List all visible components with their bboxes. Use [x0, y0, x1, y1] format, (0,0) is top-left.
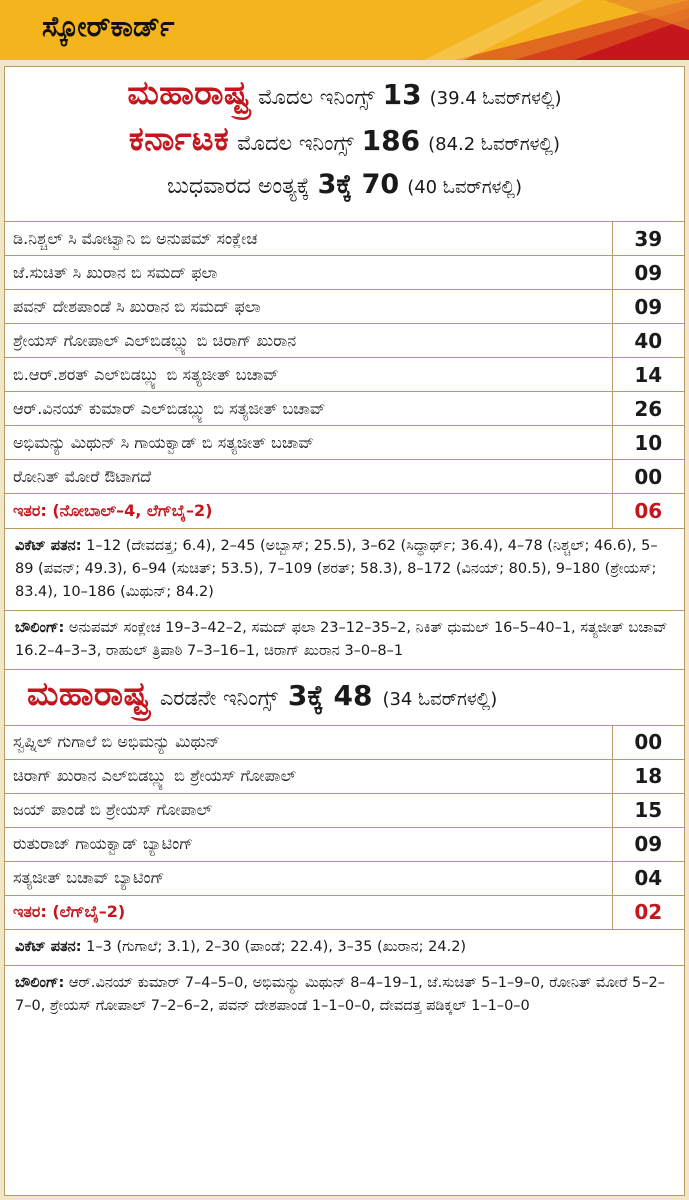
team-score: 186 — [361, 124, 421, 157]
second-innings-summary — [5, 669, 684, 725]
team-name: ಮಹಾರಾಷ್ಟ್ರ — [27, 673, 150, 713]
table-row — [5, 324, 684, 358]
first-innings-summary — [5, 67, 684, 221]
runs-cell: 09 — [612, 290, 684, 324]
bowling-label: ಬೌಲಿಂಗ್: — [15, 975, 65, 991]
table-row — [5, 460, 684, 494]
table-row — [5, 222, 684, 256]
team-name: ಮಹಾರಾಷ್ಟ್ರ — [127, 73, 251, 112]
runs-cell: 40 — [612, 324, 684, 358]
batsman-cell: ಸತ್ಯಜೀತ್ ಬಚಾವ್ ಬ್ಯಾಟಿಂಗ್ — [5, 861, 612, 895]
table-row — [5, 861, 684, 895]
extras-row — [5, 494, 684, 528]
header-bar — [0, 0, 689, 60]
runs-cell: 15 — [612, 793, 684, 827]
runs-cell: 00 — [612, 460, 684, 494]
table-row — [5, 290, 684, 324]
team-score: 3ಕ್ಕೆ 48 — [287, 678, 373, 712]
extras-label: ಇತರ: (ಲೆಗ್‌ಬೈ–2) — [5, 895, 612, 929]
batsman-cell: ಜೆ.ಸುಚಿತ್ ಸಿ ಖುರಾನ ಬಿ ಸಮದ್ ಫಲಾ — [5, 256, 612, 290]
runs-cell: 26 — [612, 392, 684, 426]
innings-label: ಮೊದಲ ಇನಿಂಗ್ಸ್ — [258, 85, 375, 109]
maharashtra-batting-table — [5, 725, 684, 930]
extras-label: ಇತರ: (ನೋಬಾಲ್–4, ಲೆಗ್‌ಬೈ–2) — [5, 494, 612, 528]
end-of-day-label: ಬುಧವಾರದ ಅಂತ್ಯಕ್ಕೆ — [166, 174, 310, 199]
summary-line-karnataka — [5, 119, 684, 165]
karnataka-batting-table — [5, 221, 684, 528]
end-of-day-overs: (40 ಓವರ್‌ಗಳಲ್ಲಿ) — [407, 177, 522, 198]
team-overs: (84.2 ಓವರ್‌ಗಳಲ್ಲಿ) — [428, 134, 561, 155]
batsman-cell: ಪವನ್ ದೇಶಪಾಂಡೆ ಸಿ ಖುರಾನ ಬಿ ಸಮದ್ ಫಲಾ — [5, 290, 612, 324]
karnataka-fall-of-wickets — [5, 528, 684, 610]
extras-runs: 06 — [612, 494, 684, 528]
table-row — [5, 256, 684, 290]
runs-cell: 10 — [612, 426, 684, 460]
extras-runs: 02 — [612, 895, 684, 929]
header-title: ಸ್ಕೋರ್‌ಕಾರ್ಡ್ — [42, 10, 175, 43]
maharashtra-bowling — [5, 610, 684, 669]
extras-row — [5, 895, 684, 929]
fow-label: ವಿಕೆಟ್ ಪತನ: — [15, 537, 82, 554]
runs-cell: 00 — [612, 725, 684, 759]
fow-text: 1–3 (ಗುಗಾಲೆ; 3.1), 2–30 (ಪಾಂಡೆ; 22.4), 3–35 (ಖುರಾನ; 24.2) — [86, 939, 467, 955]
innings-label: ಮೊದಲ ಇನಿಂಗ್ಸ್ — [237, 131, 354, 155]
batsman-cell: ರೋನಿತ್ ಮೋರೆ ಔಟಾಗದೆ — [5, 460, 612, 494]
fow-text: 1–12 (ದೇವದತ್ತ; 6.4), 2–45 (ಅಬ್ಬಾಸ್; 25.5), 3–62 (ಸಿದ್ಧಾರ್ಥ್; 36.4), 4–78 (ನಿಶ್ಚಲ್; 46.6), 5–89 (ಪವನ್; 49.3), 6–94 (ಸುಚಿತ್; 53.5), 7–109 (ಶರತ್; 58.3), 8–172 (ವಿನಯ್; 80.5), 9–180 (ಶ್ರೇಯಸ್; 83.4), 10–186 (ಮಿಥುನ್; 84.2) — [15, 537, 658, 600]
team-name: ಕರ್ನಾಟಕ — [128, 119, 230, 158]
end-of-day-line — [5, 165, 684, 221]
batsman-cell: ಶ್ರೇಯಸ್ ಗೋಪಾಲ್ ಎಲ್‌ಬಿಡಬ್ಲ್ಯು ಬಿ ಚಿರಾಗ್ ಖುರಾನ — [5, 324, 612, 358]
table-row — [5, 793, 684, 827]
table-row — [5, 358, 684, 392]
runs-cell: 39 — [612, 222, 684, 256]
batsman-cell: ರುತುರಾಜ್ ಗಾಯಕ್ವಾಡ್ ಬ್ಯಾಟಿಂಗ್ — [5, 827, 612, 861]
table-row — [5, 725, 684, 759]
bowling-label: ಬೌಲಿಂಗ್: — [15, 619, 65, 636]
batsman-cell: ಜಯ್ ಪಾಂಡೆ ಬಿ ಶ್ರೇಯಸ್ ಗೋಪಾಲ್ — [5, 793, 612, 827]
table-row — [5, 759, 684, 793]
scorecard-panel — [4, 66, 685, 1196]
runs-cell: 14 — [612, 358, 684, 392]
header-decoration — [424, 0, 689, 60]
karnataka-bowling — [5, 965, 684, 1024]
batsman-cell: ಸ್ವಪ್ನಿಲ್ ಗುಗಾಲೆ ಬಿ ಅಭಿಮನ್ಯು ಮಿಥುನ್ — [5, 725, 612, 759]
team-score: 13 — [382, 78, 422, 111]
end-of-day-score: 3ಕ್ಕೆ 70 — [317, 169, 400, 200]
maharashtra-fall-of-wickets — [5, 929, 684, 965]
team-overs: (34 ಓವರ್‌ಗಳಲ್ಲಿ) — [382, 688, 498, 710]
runs-cell: 18 — [612, 759, 684, 793]
batsman-cell: ಅಭಿಮನ್ಯು ಮಿಥುನ್ ಸಿ ಗಾಯಕ್ವಾಡ್ ಬಿ ಸತ್ಯಜೀತ್ ಬಚಾವ್ — [5, 426, 612, 460]
bowling-text: ಅನುಪಮ್ ಸಂಕ್ಲೇಚ 19–3–42–2, ಸಮದ್ ಫಲಾ 23–12–35–2, ನಿಕಿತ್ ಧುಮಲ್ 16–5–40–1, ಸತ್ಯಜೀತ್ ಬಚಾವ್ 16.2–4–3–3, ರಾಹುಲ್ ತ್ರಿಪಾಠಿ 7–3–16–1, ಚಿರಾಗ್ ಖುರಾನ 3–0–8–1 — [15, 619, 668, 659]
batsman-cell: ಚಿರಾಗ್ ಖುರಾನ ಎಲ್‌ಬಿಡಬ್ಲ್ಯು ಬಿ ಶ್ರೇಯಸ್ ಗೋಪಾಲ್ — [5, 759, 612, 793]
runs-cell: 09 — [612, 827, 684, 861]
runs-cell: 09 — [612, 256, 684, 290]
bowling-text: ಆರ್.ವಿನಯ್ ಕುಮಾರ್ 7–4–5–0, ಅಭಿಮನ್ಯು ಮಿಥುನ್ 8–4–19–1, ಜೆ.ಸುಚಿತ್ 5–1–9–0, ರೋನಿತ್ ಮೋರೆ 5–2–7–0, ಶ್ರೇಯಸ್ ಗೋಪಾಲ್ 7–2–6–2, ಪವನ್ ದೇಶಪಾಂಡೆ 1–1–0–0, ದೇವದತ್ತ ಪಡಿಕ್ಕಲ್ 1–1–0–0 — [15, 975, 665, 1014]
batsman-cell: ಆರ್.ವಿನಯ್ ಕುಮಾರ್ ಎಲ್‌ಬಿಡಬ್ಲ್ಯು ಬಿ ಸತ್ಯಜೀತ್ ಬಚಾವ್ — [5, 392, 612, 426]
team-overs: (39.4 ಓವರ್‌ಗಳಲ್ಲಿ) — [429, 88, 562, 109]
fow-label: ವಿಕೆಟ್ ಪತನ: — [15, 939, 82, 955]
table-row — [5, 426, 684, 460]
batsman-cell: ಡಿ.ನಿಶ್ಚಲ್ ಸಿ ಮೋಟ್ವಾನಿ ಬಿ ಅನುಪಮ್ ಸಂಕ್ಲೇಚ — [5, 222, 612, 256]
table-row — [5, 392, 684, 426]
batsman-cell: ಬಿ.ಆರ್.ಶರತ್ ಎಲ್‌ಬಿಡಬ್ಲ್ಯು ಬಿ ಸತ್ಯಜೀತ್ ಬಚಾವ್ — [5, 358, 612, 392]
innings-label: ಎರಡನೇ ಇನಿಂಗ್ಸ್ — [159, 685, 278, 710]
runs-cell: 04 — [612, 861, 684, 895]
summary-line-maharashtra — [5, 73, 684, 119]
table-row — [5, 827, 684, 861]
